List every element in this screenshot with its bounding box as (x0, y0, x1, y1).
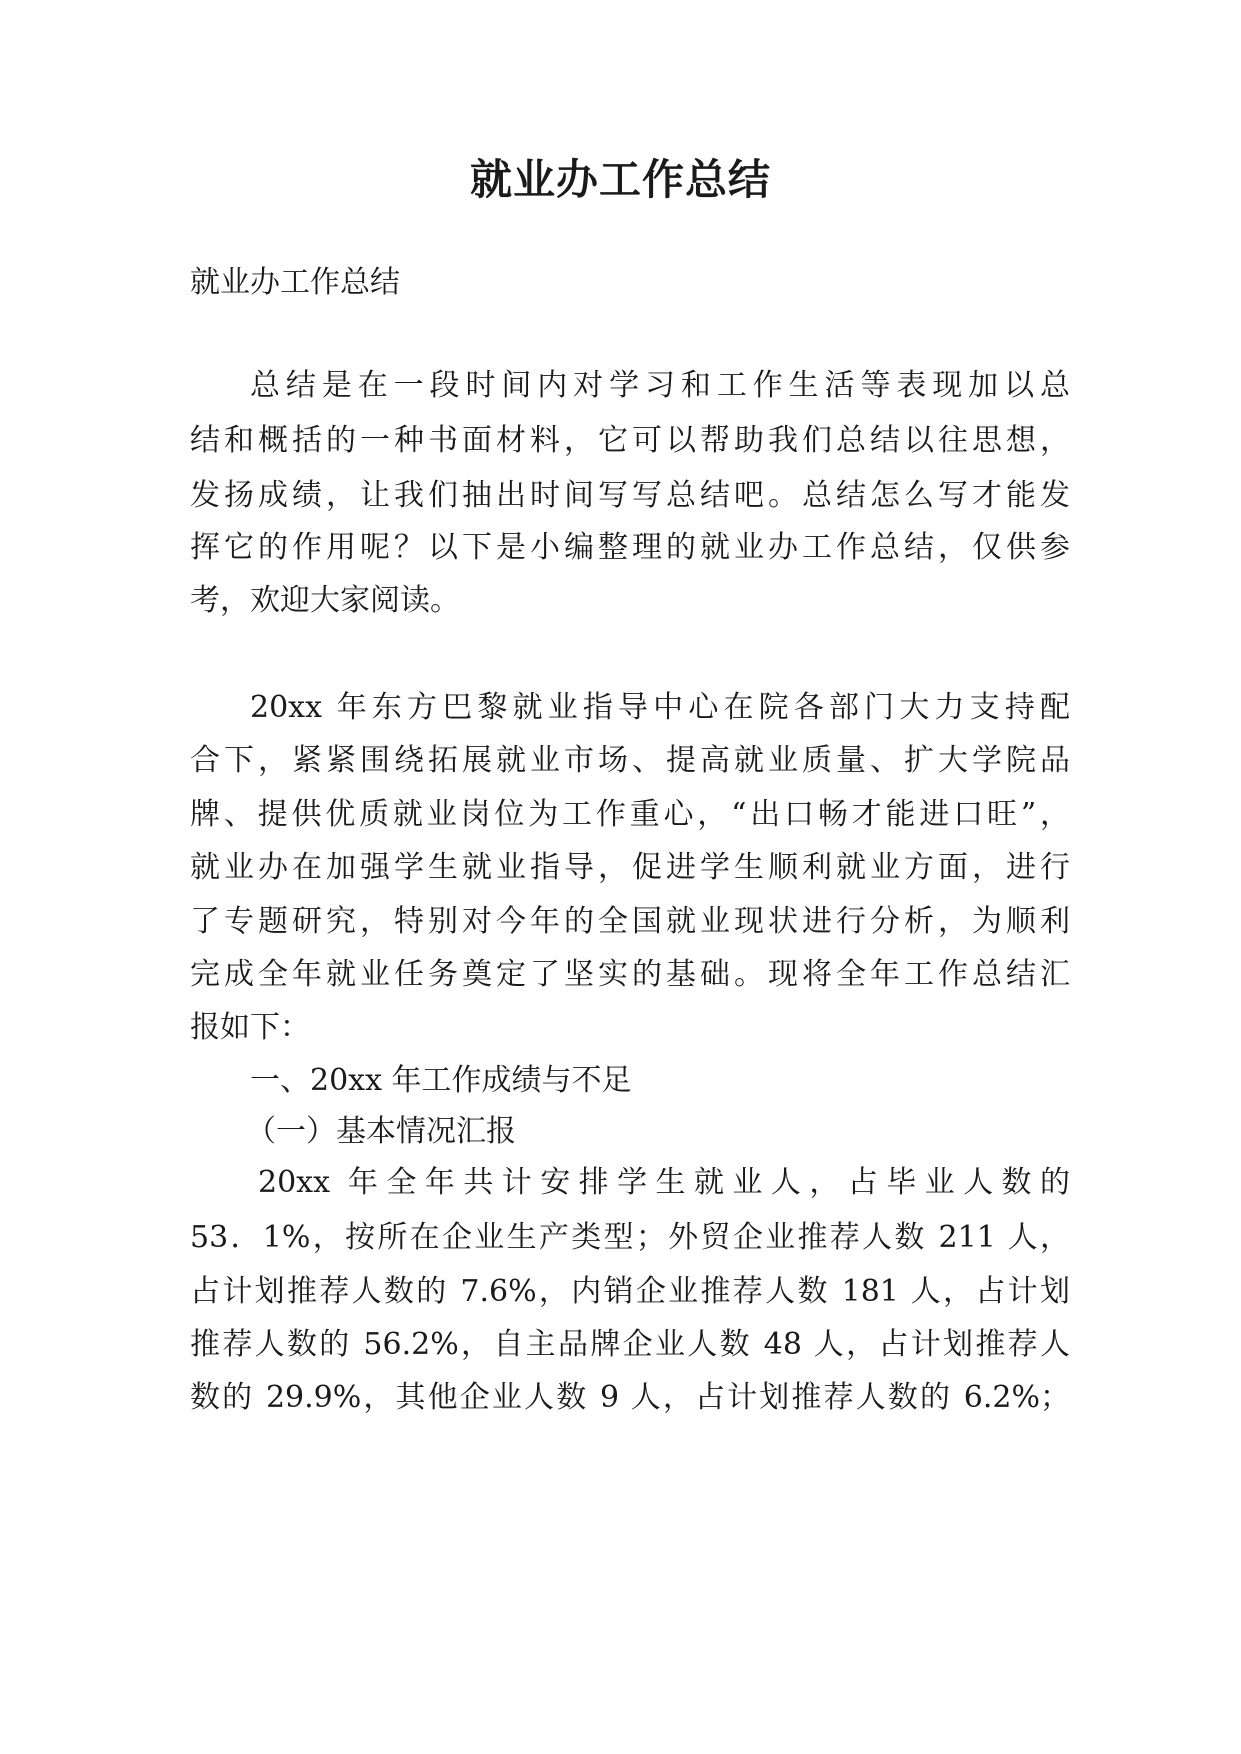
intro-line-1: 总结是在一段时间内对学习和工作生活等表现加以总 (250, 368, 1070, 403)
intro-line-4: 挥它的作用呢？以下是小编整理的就业办工作总结，仅供参 (190, 530, 1070, 565)
stats-line-1: 20xx 年全年共计安排学生就业人，占毕业人数的 (258, 1165, 1070, 1200)
intro-line-5: 考，欢迎大家阅读。 (190, 583, 460, 618)
subsection-heading: （一）基本情况汇报 (246, 1114, 516, 1149)
stats-line-2: 53．1%，按所在企业生产类型；外贸企业推荐人数 211 人， (190, 1220, 1070, 1255)
body-line-2: 合下，紧紧围绕拓展就业市场、提高就业质量、扩大学院品 (190, 743, 1070, 778)
body-line-4: 就业办在加强学生就业指导，促进学生顺利就业方面，进行 (190, 850, 1070, 885)
intro-line-2: 结和概括的一种书面材料，它可以帮助我们总结以往思想， (190, 423, 1070, 458)
stats-line-4: 推荐人数的 56.2%，自主品牌企业人数 48 人，占计划推荐人 (190, 1327, 1070, 1362)
body-line-5: 了专题研究，特别对今年的全国就业现状进行分析，为顺利 (190, 904, 1070, 939)
body-line-7: 报如下： (190, 1010, 310, 1045)
section-heading: 一、20xx 年工作成绩与不足 (250, 1063, 632, 1098)
body-line-1: 20xx 年东方巴黎就业指导中心在院各部门大力支持配 (250, 690, 1070, 725)
document-title: 就业办工作总结 (469, 155, 771, 204)
stats-line-3: 占计划推荐人数的 7.6%，内销企业推荐人数 181 人，占计划 (190, 1274, 1070, 1309)
stats-line-5: 数的 29.9%，其他企业人数 9 人，占计划推荐人数的 6.2%； (190, 1380, 1070, 1415)
intro-line-3: 发扬成绩，让我们抽出时间写写总结吧。总结怎么写才能发 (190, 478, 1070, 513)
document-subtitle: 就业办工作总结 (190, 265, 400, 300)
body-line-6: 完成全年就业任务奠定了坚实的基础。现将全年工作总结汇 (190, 957, 1070, 992)
body-line-3: 牌、提供优质就业岗位为工作重心，“出口畅才能进口旺”， (190, 797, 1070, 832)
